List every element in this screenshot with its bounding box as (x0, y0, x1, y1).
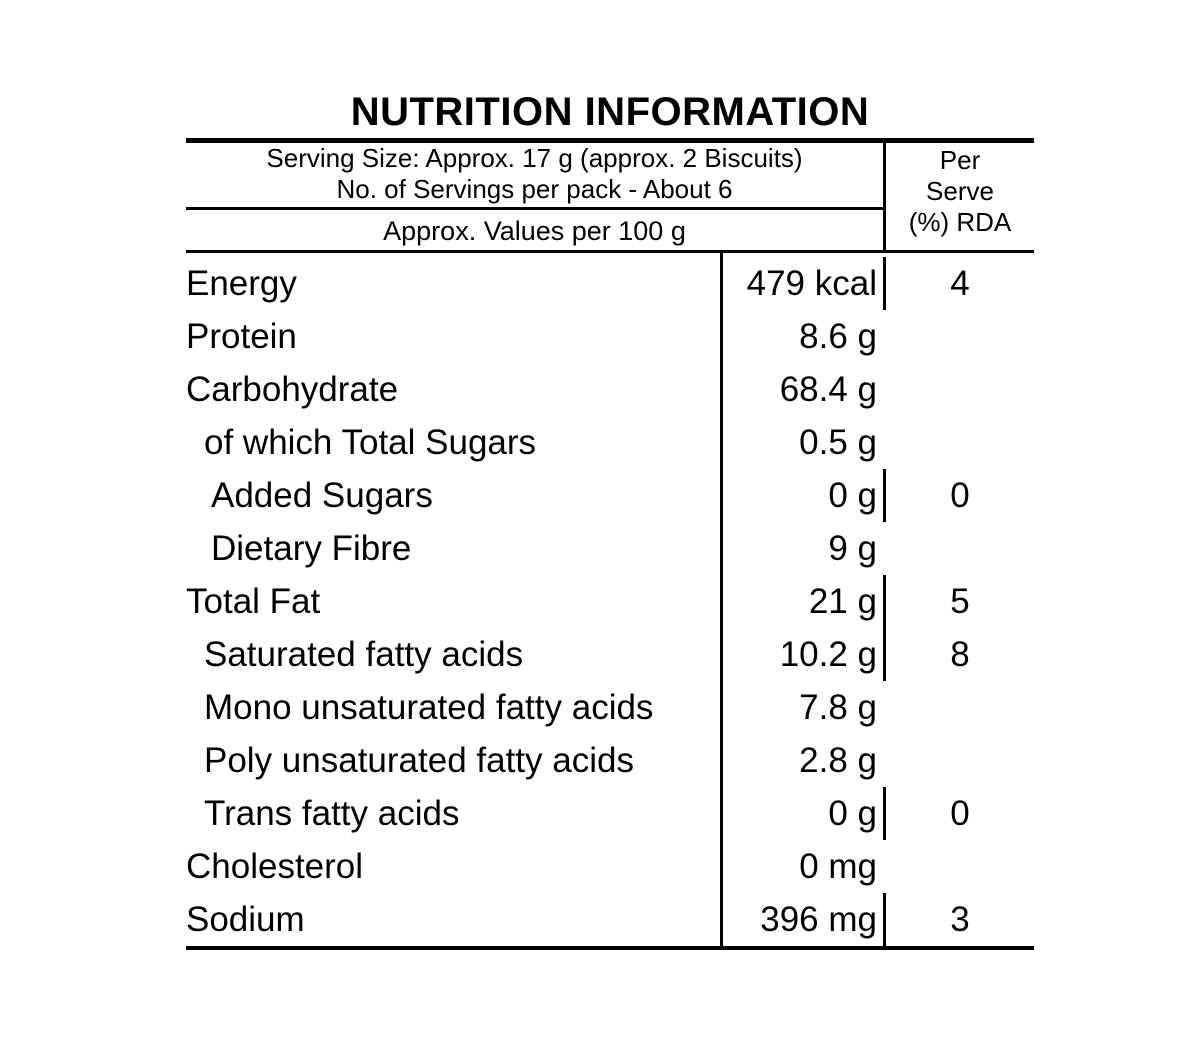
nutrient-row (186, 628, 1034, 681)
nutrient-row (186, 522, 1034, 575)
nutrient-value: 479 kcal (746, 264, 877, 303)
rda-header-line-1: Per (939, 145, 981, 175)
nutrient-name: Cholesterol (186, 847, 364, 886)
nutrient-rda: 8 (883, 628, 1034, 681)
nutrient-rda: 5 (883, 575, 1034, 628)
nutrient-value: 0 g (828, 794, 877, 833)
nutrient-value: 396 mg (760, 900, 877, 939)
nutrient-rda: 0 (883, 787, 1034, 840)
nutrient-name: Energy (186, 264, 297, 303)
nutrient-rda: 0 (883, 469, 1034, 522)
nutrient-row (186, 787, 1034, 840)
nutrient-name: Added Sugars (211, 476, 433, 515)
table-bottom-divider (186, 946, 1034, 950)
nutrient-name: Protein (186, 317, 297, 356)
nutrient-value: 10.2 g (779, 635, 877, 674)
value-column-divider (720, 253, 723, 946)
nutrient-name: Total Fat (186, 582, 321, 621)
nutrient-row (186, 840, 1034, 893)
nutrient-value: 68.4 g (779, 370, 877, 409)
nutrition-information-panel (186, 88, 1034, 950)
nutrient-name: of which Total Sugars (204, 423, 537, 462)
nutrient-value: 8.6 g (799, 317, 877, 356)
nutrient-value: 9 g (828, 529, 877, 568)
nutrient-row (186, 363, 1034, 416)
nutrient-name: Poly unsaturated fatty acids (204, 741, 634, 780)
nutrient-name: Trans fatty acids (204, 794, 460, 833)
values-basis-text: Approx. Values per 100 g (383, 216, 686, 246)
rda-column-header (883, 143, 1034, 250)
nutrient-row (186, 469, 1034, 522)
nutrient-row (186, 734, 1034, 787)
nutrient-name: Carbohydrate (186, 370, 399, 409)
nutrient-row (186, 893, 1034, 946)
rda-header-line-2: Serve (926, 176, 994, 206)
nutrient-row (186, 681, 1034, 734)
nutrient-rda: 3 (883, 893, 1034, 946)
nutrient-rda: 4 (883, 257, 1034, 310)
label-header (186, 143, 1034, 250)
nutrient-name: Mono unsaturated fatty acids (204, 688, 654, 727)
nutrient-name: Dietary Fibre (211, 529, 412, 568)
nutrient-value: 0.5 g (799, 423, 877, 462)
nutrient-row (186, 575, 1034, 628)
serving-info (186, 143, 883, 250)
nutrient-row (186, 416, 1034, 469)
nutrient-name: Saturated fatty acids (204, 635, 524, 674)
nutrient-row (186, 257, 1034, 310)
nutrient-row (186, 310, 1034, 363)
nutrient-value: 7.8 g (799, 688, 877, 727)
rda-header-line-3: (%) RDA (908, 207, 1012, 237)
serving-size-text: Serving Size: Approx. 17 g (approx. 2 Biscuits) (266, 143, 803, 173)
page-title: NUTRITION INFORMATION (350, 90, 870, 134)
nutrient-value: 21 g (808, 582, 877, 621)
nutrient-value: 0 g (828, 476, 877, 515)
servings-per-pack-text: No. of Servings per pack - About 6 (336, 174, 733, 204)
nutrient-value: 2.8 g (799, 741, 877, 780)
nutrient-table (186, 253, 1034, 946)
nutrient-value: 0 mg (799, 847, 877, 886)
nutrient-name: Sodium (186, 900, 305, 939)
